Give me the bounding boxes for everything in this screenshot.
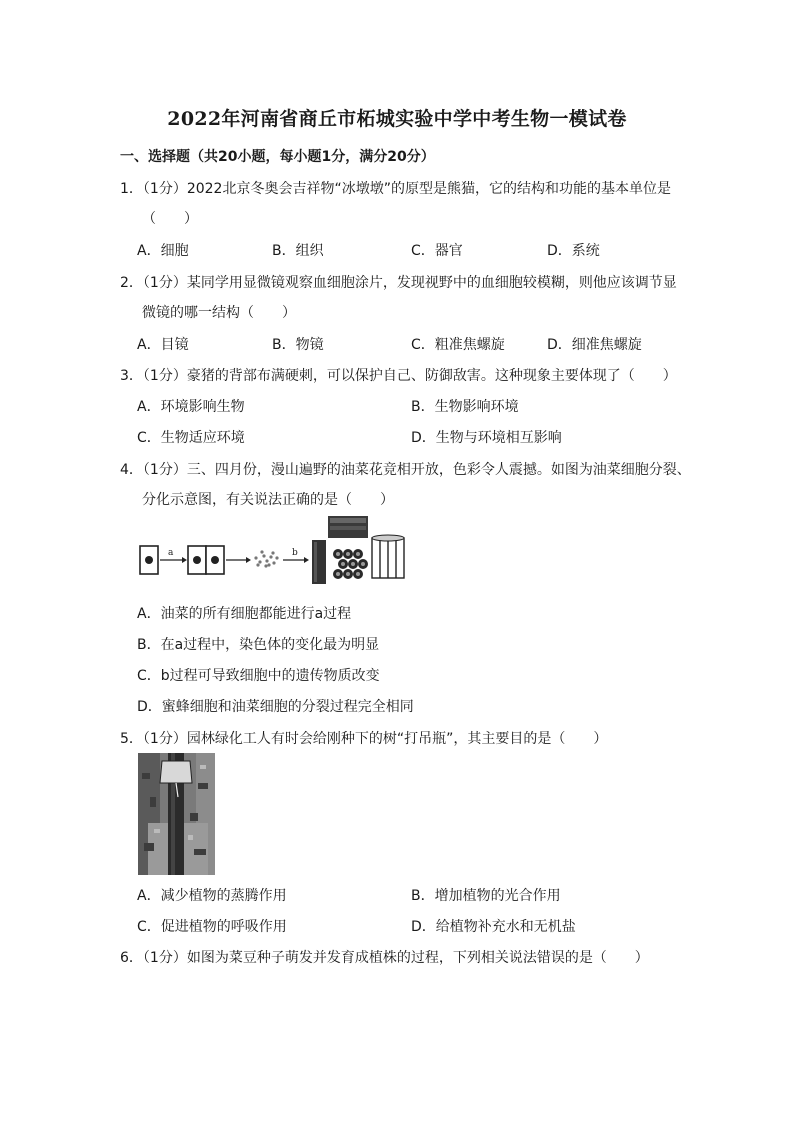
question-5-option-d: D．给植物补充水和无机盐 <box>411 919 576 935</box>
cell-division-diagram <box>138 514 408 590</box>
question-3-stem: 3．（1分）豪猪的背部布满硬刺，可以保护自己、防御敌害。这种现象主要体现了（ ） <box>120 368 677 384</box>
question-5-stem: 5．（1分）园林绿化工人有时会给刚种下的树“打吊瓶”，其主要目的是（ ） <box>120 731 608 747</box>
question-4-option-d: D．蜜蜂细胞和油菜细胞的分裂过程完全相同 <box>137 699 414 715</box>
question-2-stem: 2．（1分）某同学用显微镜观察血细胞涂片，发现视野中的血细胞较模糊，则他应该调节显 <box>120 275 677 291</box>
section-heading: 一、选择题（共20小题，每小题1分，满分20分） <box>120 149 435 165</box>
tree-drip-photo <box>138 753 215 875</box>
page-title: 2022年河南省商丘市柘城实验中学中考生物一模试卷 <box>167 108 627 130</box>
question-2-option-b: B．物镜 <box>272 337 324 353</box>
question-2-option-c: C．粗准焦螺旋 <box>411 337 505 353</box>
process-label-a: a <box>168 548 174 558</box>
question-2-stem-cont: 微镜的哪一结构（ ） <box>142 305 296 321</box>
question-5-option-c: C．促进植物的呼吸作用 <box>137 919 287 935</box>
question-6-stem: 6．（1分）如图为菜豆种子萌发并发育成植株的过程，下列相关说法错误的是（ ） <box>120 950 649 966</box>
question-4-option-a: A．油菜的所有细胞都能进行a过程 <box>137 606 352 622</box>
question-1-stem: 1．（1分）2022北京冬奥会吉祥物“冰墩墩”的原型是熊猫，它的结构和功能的基本单位是 <box>120 181 671 197</box>
question-1-option-c: C．器官 <box>411 243 463 259</box>
process-label-b: b <box>292 548 298 558</box>
question-4-option-b: B．在a过程中，染色体的变化最为明显 <box>137 637 380 653</box>
question-2-option-d: D．细准焦螺旋 <box>547 337 642 353</box>
question-1-option-d: D．系统 <box>547 243 600 259</box>
question-4-stem: 4．（1分）三、四月份，漫山遍野的油菜花竞相开放，色彩令人震撼。如图为油菜细胞分裂、 <box>120 462 691 478</box>
question-3-option-d: D．生物与环境相互影响 <box>411 430 562 446</box>
question-3-option-b: B．生物影响环境 <box>411 399 519 415</box>
question-5-option-a: A．减少植物的蒸腾作用 <box>137 888 287 904</box>
question-4-option-c: C．b过程可导致细胞中的遗传物质改变 <box>137 668 380 684</box>
question-1-stem-cont: （ ） <box>142 211 198 227</box>
question-5-option-b: B．增加植物的光合作用 <box>411 888 561 904</box>
question-1-option-b: B．组织 <box>272 243 324 259</box>
question-3-option-a: A．环境影响生物 <box>137 399 245 415</box>
question-2-option-a: A．目镜 <box>137 337 189 353</box>
question-1-option-a: A．细胞 <box>137 243 189 259</box>
question-3-option-c: C．生物适应环境 <box>137 430 245 446</box>
question-4-stem-cont: 分化示意图，有关说法正确的是（ ） <box>142 492 394 508</box>
